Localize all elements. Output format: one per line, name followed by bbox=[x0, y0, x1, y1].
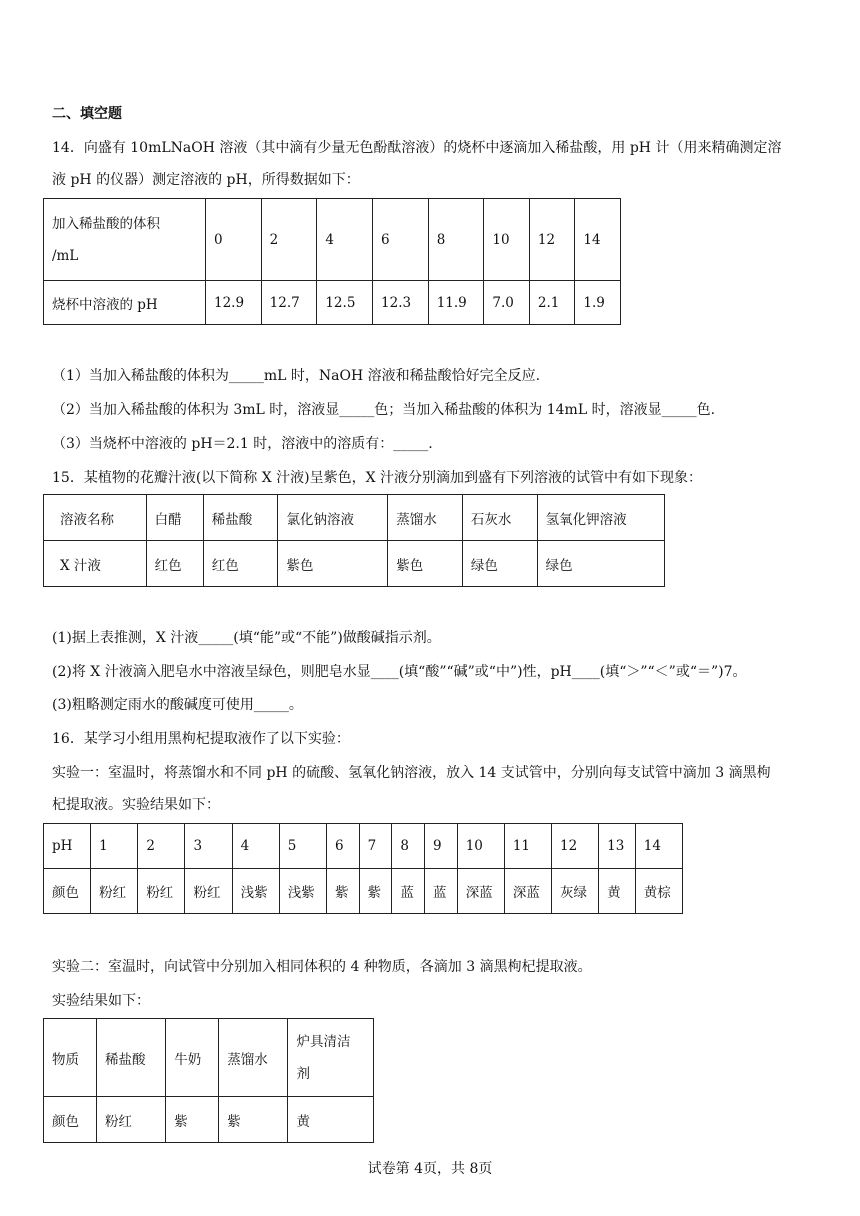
table-cell: 浅紫 bbox=[279, 869, 326, 914]
page-footer: 试卷第 4页，共 8页 bbox=[367, 1161, 493, 1177]
table-row bbox=[44, 824, 683, 869]
q16-table2 bbox=[43, 1018, 374, 1143]
table-cell: X 汁液 bbox=[44, 541, 147, 587]
table-row bbox=[44, 281, 621, 325]
table-cell: 2.1 bbox=[529, 281, 575, 325]
table-row bbox=[44, 199, 621, 281]
table-cell: 3 bbox=[185, 824, 232, 869]
table-cell: 黄 bbox=[599, 869, 636, 914]
table-cell: 8 bbox=[392, 824, 425, 869]
table-cell: 紫 bbox=[359, 869, 392, 914]
table-cell: 7.0 bbox=[484, 281, 530, 325]
table-row bbox=[44, 1019, 374, 1097]
q16-exp2-line1: 实验二：室温时，向试管中分别加入相同体积的 4 种物质，各滴加 3 滴黑枸杞提取液。 bbox=[52, 959, 592, 975]
table-cell: 1.9 bbox=[575, 281, 621, 325]
table-row bbox=[44, 495, 665, 541]
table-cell: 5 bbox=[279, 824, 326, 869]
table-header-cell: 石灰水 bbox=[462, 495, 537, 541]
table-header-cell: 氯化钠溶液 bbox=[278, 495, 388, 541]
table-cell: 牛奶 bbox=[166, 1019, 219, 1097]
table-cell: 蓝 bbox=[425, 869, 458, 914]
table-cell: 深蓝 bbox=[504, 869, 551, 914]
table-cell: 粉红 bbox=[185, 869, 232, 914]
table-cell: 紫色 bbox=[388, 541, 463, 587]
table-cell: 8 bbox=[428, 199, 484, 281]
table-cell bbox=[288, 1019, 374, 1097]
table-header-cell: 氢氧化钾溶液 bbox=[537, 495, 664, 541]
table-cell: 深蓝 bbox=[457, 869, 504, 914]
table-cell: 6 bbox=[373, 199, 429, 281]
table-header-text: 剂 bbox=[296, 1065, 310, 1082]
q16-exp2-line2: 实验结果如下： bbox=[52, 993, 150, 1009]
table-header-text: 加入稀盐酸的体积 bbox=[52, 215, 160, 232]
table-cell: 红色 bbox=[203, 541, 278, 587]
table-cell: 10 bbox=[457, 824, 504, 869]
table-cell: 黄棕 bbox=[635, 869, 682, 914]
table-cell: 稀盐酸 bbox=[96, 1019, 165, 1097]
table-cell: 紫 bbox=[326, 869, 359, 914]
table-row bbox=[44, 541, 665, 587]
table-cell: 12.3 bbox=[373, 281, 429, 325]
table-cell: 2 bbox=[261, 199, 317, 281]
table-cell: 14 bbox=[635, 824, 682, 869]
q16-exp1-line1: 实验一：室温时，将蒸馏水和不同 pH 的硫酸、氢氧化钠溶液，放入 14 支试管中，分别向每支试管中滴加 3 滴黑枸 bbox=[52, 765, 771, 781]
q14-sub3: （3）当烧杯中溶液的 pH＝2.1 时，溶液中的溶质有：_____. bbox=[52, 436, 433, 452]
table-header-cell: 稀盐酸 bbox=[203, 495, 278, 541]
table-cell: 2 bbox=[138, 824, 185, 869]
table-header-text: /mL bbox=[52, 247, 79, 264]
table-cell: 绿色 bbox=[537, 541, 664, 587]
table-cell: 蓝 bbox=[392, 869, 425, 914]
table-cell: 6 bbox=[326, 824, 359, 869]
table-cell: 灰绿 bbox=[552, 869, 599, 914]
table-cell: 11.9 bbox=[428, 281, 484, 325]
table-header-cell: pH bbox=[44, 824, 91, 869]
table-cell: 黄 bbox=[288, 1097, 374, 1143]
table-cell: 蒸馏水 bbox=[219, 1019, 288, 1097]
table-cell: 紫 bbox=[166, 1097, 219, 1143]
q15-table bbox=[43, 494, 665, 587]
table-cell: 紫色 bbox=[278, 541, 388, 587]
table-cell: 11 bbox=[504, 824, 551, 869]
q16-stem: 16．某学习小组用黑枸杞提取液作了以下实验： bbox=[52, 731, 350, 747]
table-cell: 4 bbox=[317, 199, 373, 281]
q15-stem: 15．某植物的花瓣汁液(以下简称 X 汁液)呈紫色，X 汁液分别滴加到盛有下列溶液的试管中有如下现象： bbox=[52, 470, 703, 486]
q15-sub2: (2)将 X 汁液滴入肥皂水中溶液呈绿色，则肥皂水显____(填“酸”“碱”或“中”)性，pH____(填“＞”“＜”或“＝”)7。 bbox=[52, 664, 747, 680]
table-cell: 粉红 bbox=[96, 1097, 165, 1143]
table-row bbox=[44, 1097, 374, 1143]
table-header-cell bbox=[44, 199, 206, 281]
q16-exp1-line2: 杞提取液。实验结果如下： bbox=[52, 797, 220, 813]
table-cell: 12.7 bbox=[261, 281, 317, 325]
table-cell: 粉红 bbox=[138, 869, 185, 914]
table-cell: 粉红 bbox=[91, 869, 138, 914]
q14-table bbox=[43, 198, 621, 325]
table-cell: 绿色 bbox=[462, 541, 537, 587]
q14-sub2: （2）当加入稀盐酸的体积为 3mL 时，溶液显_____色；当加入稀盐酸的体积为 14mL 时，溶液显_____色. bbox=[52, 402, 716, 418]
table-header-cell: 物质 bbox=[44, 1019, 97, 1097]
section-heading: 二、填空题 bbox=[52, 106, 122, 122]
table-cell: 4 bbox=[232, 824, 279, 869]
table-cell: 12.5 bbox=[317, 281, 373, 325]
q16-table1 bbox=[43, 823, 683, 914]
q15-sub1: (1)据上表推测，X 汁液_____(填“能”或“不能”)做酸碱指示剂。 bbox=[52, 630, 441, 646]
table-header-cell: 溶液名称 bbox=[44, 495, 147, 541]
table-cell: 12 bbox=[529, 199, 575, 281]
table-header-cell: 颜色 bbox=[44, 1097, 97, 1143]
table-cell: 12.9 bbox=[206, 281, 262, 325]
q14-sub1: （1）当加入稀盐酸的体积为_____mL 时，NaOH 溶液和稀盐酸恰好完全反应. bbox=[52, 368, 541, 384]
table-cell: 10 bbox=[484, 199, 530, 281]
table-cell: 9 bbox=[425, 824, 458, 869]
table-cell: 0 bbox=[206, 199, 262, 281]
table-header-cell: 蒸馏水 bbox=[388, 495, 463, 541]
table-header-cell: 颜色 bbox=[44, 869, 91, 914]
table-row bbox=[44, 869, 683, 914]
table-cell: 浅紫 bbox=[232, 869, 279, 914]
q14-stem-line2: 液 pH 的仪器）测定溶液的 pH，所得数据如下： bbox=[52, 172, 360, 188]
table-header-cell: 白醋 bbox=[146, 495, 203, 541]
table-cell: 紫 bbox=[219, 1097, 288, 1143]
table-header-text: 炉具清洁 bbox=[296, 1033, 351, 1050]
table-cell: 1 bbox=[91, 824, 138, 869]
q14-stem-line1: 14．向盛有 10mLNaOH 溶液（其中滴有少量无色酚酞溶液）的烧杯中逐滴加入稀盐酸，用 pH 计（用来精确测定溶 bbox=[52, 140, 782, 156]
table-cell: 红色 bbox=[146, 541, 203, 587]
q15-sub3: (3)粗略测定雨水的酸碱度可使用_____。 bbox=[52, 697, 303, 713]
table-cell: 13 bbox=[599, 824, 636, 869]
table-header-cell: 烧杯中溶液的 pH bbox=[44, 281, 206, 325]
table-cell: 14 bbox=[575, 199, 621, 281]
table-cell: 12 bbox=[552, 824, 599, 869]
table-cell: 7 bbox=[359, 824, 392, 869]
